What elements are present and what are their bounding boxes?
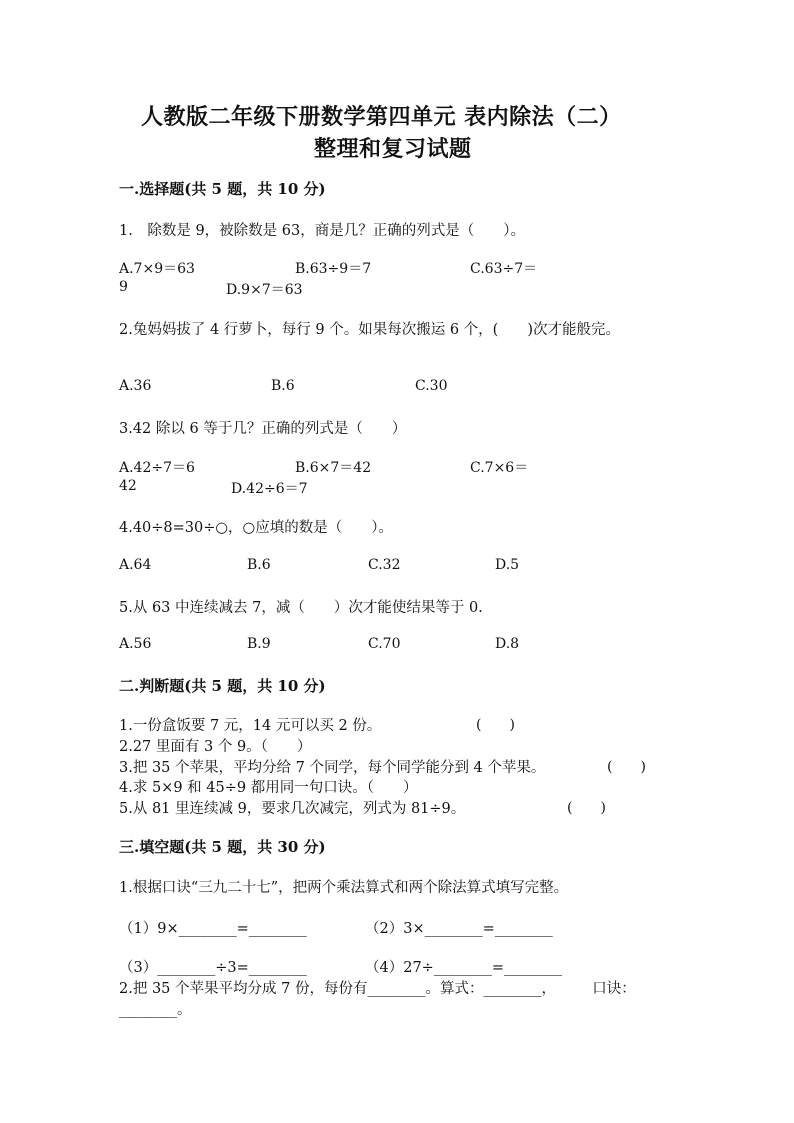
fill-question-2: 2.把 35 个苹果平均分成 7 份，每份有________。算式：________， 口诀： xyxy=(119,981,636,997)
judge-statement-2: 2.27 里面有 3 个 9。（ ） xyxy=(119,739,312,755)
judge-statement-3: 3.把 35 个苹果，平均分给 7 个同学，每个同学能分到 4 个苹果。 xyxy=(119,760,546,776)
choice-q1-option-d: D.9×7＝63 xyxy=(226,282,303,298)
section-heading-fill: 三.填空题(共 5 题，共 30 分) xyxy=(119,838,326,856)
fill-q1-part-2: （2）3×________=________ xyxy=(365,921,553,937)
judge-statement-1: 1.一份盒饭要 7 元，14 元可以买 2 份。 xyxy=(119,718,382,734)
fill-q1-part-3: （3）________÷3=________ xyxy=(119,960,307,976)
choice-q1-option-c: C.63÷7＝ xyxy=(470,261,538,277)
choice-q2-option-b: B.6 xyxy=(271,378,295,394)
choice-q1-option-a: A.7×9＝63 xyxy=(119,261,195,277)
judge-5-answer-blank: ( ) xyxy=(567,800,606,816)
fill-question-1: 1.根据口诀“三九二十七”，把两个乘法算式和两个除法算式填写完整。 xyxy=(119,880,569,896)
choice-question-1: 1. 除数是 9，被除数是 63，商是几？正确的列式是（ ）。 xyxy=(119,223,525,239)
choice-q4-option-d: D.5 xyxy=(495,557,520,573)
choice-q5-option-a: A.56 xyxy=(119,636,152,652)
choice-question-4: 4.40÷8=30÷○，○应填的数是（ ）。 xyxy=(119,520,393,536)
choice-question-3: 3.42 除以 6 等于几？正确的列式是（ ） xyxy=(119,421,407,437)
judge-statement-4: 4.求 5×9 和 45÷9 都用同一句口诀。（ ） xyxy=(119,780,418,796)
choice-question-5: 5.从 63 中连续减去 7，减（ ）次才能使结果等于 0. xyxy=(119,600,483,616)
section-heading-choice: 一.选择题(共 5 题，共 10 分) xyxy=(119,180,326,198)
choice-q5-option-c: C.70 xyxy=(368,636,401,652)
fill-question-2-cont: ________。 xyxy=(119,1002,192,1018)
fill-q1-part-4: （4）27÷________=________ xyxy=(365,960,562,976)
choice-q3-option-c: C.7×6＝ xyxy=(470,460,529,476)
section-heading-judge: 二.判断题(共 5 题，共 10 分) xyxy=(119,677,326,695)
choice-q3-option-b: B.6×7＝42 xyxy=(295,460,372,476)
choice-q3-option-a: A.42÷7＝6 xyxy=(119,460,195,476)
choice-q4-option-b: B.6 xyxy=(247,557,271,573)
judge-1-answer-blank: ( ) xyxy=(476,717,515,733)
page-title-line1: 人教版二年级下册数学第四单元 表内除法（二） xyxy=(141,104,622,130)
choice-q1-option-c-cont: 9 xyxy=(119,279,128,295)
choice-q5-option-b: B.9 xyxy=(247,636,271,652)
fill-q1-part-1: （1）9×________=________ xyxy=(119,921,307,937)
judge-statement-5: 5.从 81 里连续减 9，要求几次减完，列式为 81÷9。 xyxy=(119,801,466,817)
judge-3-answer-blank: ( ) xyxy=(607,759,646,775)
choice-q1-option-b: B.63÷9＝7 xyxy=(295,261,372,277)
choice-question-2: 2.兔妈妈拔了 4 行萝卜，每行 9 个。如果每次搬运 6 个，( )次才能般完。 xyxy=(119,322,620,338)
page-title-line2: 整理和复习试题 xyxy=(314,136,472,162)
choice-q2-option-c: C.30 xyxy=(415,378,448,394)
choice-q3-option-c-cont: 42 xyxy=(119,478,137,494)
choice-q2-option-a: A.36 xyxy=(119,378,152,394)
choice-q5-option-d: D.8 xyxy=(495,636,520,652)
choice-q4-option-c: C.32 xyxy=(368,557,401,573)
choice-q4-option-a: A.64 xyxy=(119,557,152,573)
choice-q3-option-d: D.42÷6＝7 xyxy=(231,481,308,497)
